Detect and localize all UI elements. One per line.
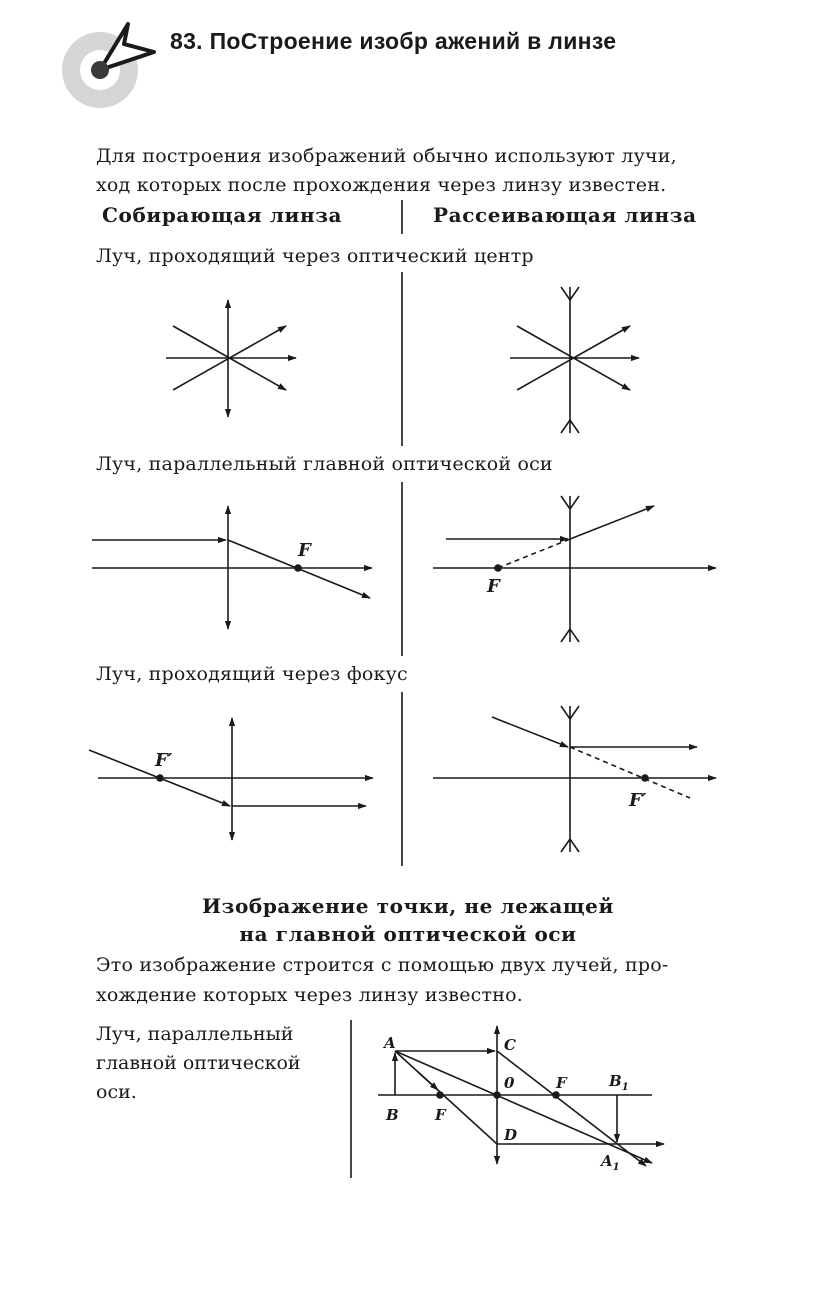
- side-label-line-3: оси.: [96, 1081, 137, 1103]
- virtual-extension: [498, 539, 570, 568]
- section-text-line-1: Это изображение строится с помощью двух лучей, про-: [96, 954, 669, 976]
- diverging-lens-center-diagram: [510, 287, 639, 433]
- focus-point: [494, 564, 502, 572]
- page-title: 83. ПоСтроение изобр ажений в линзе: [170, 28, 617, 54]
- point-label-b1: $B_1$: [609, 1072, 629, 1093]
- incident-ray: [492, 717, 568, 747]
- converging-lens-parallel-diagram: [92, 506, 372, 629]
- ray-through-focus-in: [395, 1051, 497, 1144]
- section-title-line-1: Изображение точки, не лежащей: [202, 894, 614, 918]
- optical-center-point: [493, 1091, 501, 1099]
- point-label-a1: $A_1$: [601, 1152, 620, 1173]
- point-label-c: C: [504, 1036, 516, 1054]
- point-label-d: D: [504, 1126, 518, 1144]
- focus-label: F: [487, 576, 500, 597]
- intro-line-1: Для построения изображений обычно используют лучи,: [96, 145, 677, 167]
- column-header-converging: Собирающая линза: [102, 203, 343, 227]
- focus-prime-label: F′: [155, 750, 173, 771]
- focus-point: [156, 774, 164, 782]
- point-label-f-right: F: [556, 1074, 567, 1092]
- focus-point-left: [436, 1091, 444, 1099]
- diverging-lens-parallel-diagram: [433, 496, 716, 642]
- focus-label: F: [298, 540, 311, 561]
- image-construction-diagram: [378, 1026, 664, 1166]
- intro-line-2: ход которых после прохождения через линзу известен.: [96, 174, 667, 196]
- ray-parallel-out: [497, 1051, 646, 1166]
- point-label-b: B: [386, 1106, 399, 1124]
- row-label-optical-center: Луч, проходящий через оптический центр: [96, 245, 534, 267]
- side-label-line-1: Луч, параллельный: [96, 1023, 294, 1045]
- focus-point: [294, 564, 302, 572]
- column-header-diverging: Рассеивающая линза: [433, 203, 697, 227]
- ray-through-center: [395, 1051, 652, 1163]
- side-label-line-2: главной оптической: [96, 1052, 301, 1074]
- converging-lens-center-diagram: [166, 300, 296, 417]
- row-label-parallel-axis: Луч, параллельный главной оптической оси: [96, 453, 553, 475]
- focus-prime-label: F′: [629, 790, 647, 811]
- point-label-f-left: F: [435, 1106, 446, 1124]
- diverging-lens-focus-diagram: [433, 706, 716, 852]
- focus-point-right: [552, 1091, 560, 1099]
- point-label-a: A: [384, 1034, 396, 1052]
- converging-lens-focus-diagram: [89, 718, 373, 840]
- refracted-ray: [570, 506, 654, 539]
- section-title-line-2: на главной оптической оси: [239, 922, 577, 946]
- section-text-line-2: хождение которых через линзу известно.: [96, 984, 523, 1006]
- row-label-through-focus: Луч, проходящий через фокус: [96, 663, 408, 685]
- focus-ray-arrow: [418, 1072, 438, 1090]
- point-label-o: 0: [504, 1074, 515, 1092]
- focus-point: [641, 774, 649, 782]
